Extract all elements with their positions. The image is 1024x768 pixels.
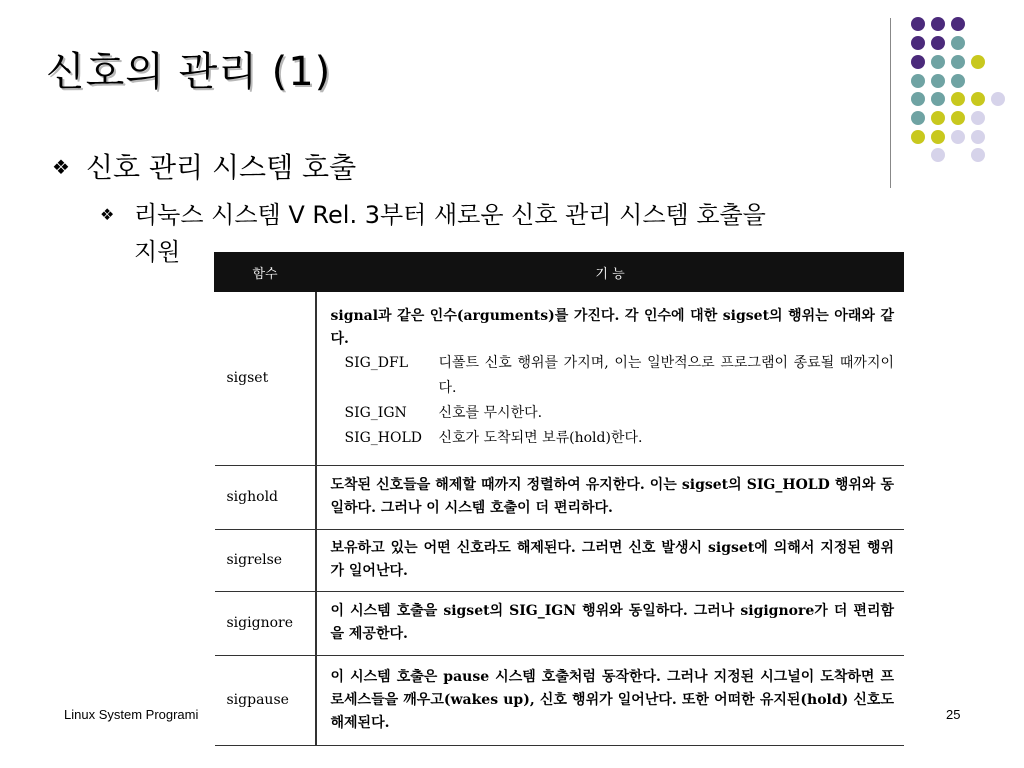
sigset-options — [345, 351, 895, 451]
table-header-row — [215, 252, 905, 292]
signal-function-table — [214, 252, 904, 756]
decorative-dot — [971, 55, 985, 69]
diamond-bullet-icon: ❖ — [100, 205, 115, 224]
slide-title: 신호의 관리 (1) — [46, 49, 332, 95]
function-name: sigrelse — [215, 529, 316, 591]
table-row — [215, 591, 905, 655]
decorative-dot — [951, 74, 965, 88]
table-header-feature: 기 능 — [316, 252, 905, 292]
option-value: 디폴트 신호 행위를 가지며, 이는 일반적으로 프로그램이 종료될 때까지이다. — [438, 355, 894, 397]
footer-course-title: Linux System Programi — [64, 707, 199, 722]
decorative-dot — [931, 148, 945, 162]
decorative-dot — [911, 111, 925, 125]
decorative-dot — [951, 111, 965, 125]
table-row — [215, 529, 905, 591]
decorative-dot — [931, 36, 945, 50]
function-description — [316, 292, 905, 465]
decorative-dot — [971, 148, 985, 162]
option-value: 신호를 무시한다. — [438, 405, 543, 422]
decorative-dot — [931, 92, 945, 106]
decorative-dot — [971, 111, 985, 125]
decorative-dot — [931, 130, 945, 144]
table-header-function: 함수 — [215, 252, 316, 292]
bullet-level1 — [52, 146, 356, 186]
decorative-dot — [931, 111, 945, 125]
function-name: sigpause — [215, 655, 316, 745]
option-value: 신호가 도착되면 보류(hold)한다. — [438, 430, 643, 447]
function-name: sighold — [215, 465, 316, 529]
description-text: signal과 같은 인수(arguments)를 가진다. 각 인수에 대한 sigset의 행위는 아래와 같다. — [330, 308, 894, 348]
decorative-dot — [931, 55, 945, 69]
diamond-bullet-icon: ❖ — [52, 155, 70, 179]
decorative-dot — [971, 130, 985, 144]
bullet-level1-text: 신호 관리 시스템 호출 — [86, 151, 357, 184]
option-key: SIG_DFL — [344, 355, 409, 372]
decorative-dot — [911, 74, 925, 88]
decorative-dot — [951, 92, 965, 106]
decorative-dot — [951, 36, 965, 50]
function-description: 보유하고 있는 어떤 신호라도 해제된다. 그러면 신호 발생시 sigset에 의해서 지정된 행위가 일어난다. — [316, 529, 905, 591]
table-row — [215, 292, 905, 465]
function-description: 도착된 신호들을 해제할 때까지 정렬하여 유지한다. 이는 sigset의 SIG_HOLD 행위와 동일하다. 그러나 이 시스템 호출이 더 편리하다. — [316, 465, 905, 529]
function-name: sigignore — [215, 591, 316, 655]
decorative-dot — [911, 55, 925, 69]
decorative-dot — [911, 92, 925, 106]
decorative-dot — [911, 130, 925, 144]
decorative-dot — [951, 17, 965, 31]
option-key: SIG_HOLD — [344, 430, 423, 447]
decorative-dot — [911, 17, 925, 31]
function-name: sigset — [215, 292, 316, 465]
decorative-dot — [991, 92, 1005, 106]
function-description: 이 시스템 호출은 pause 시스템 호출처럼 동작한다. 그러나 지정된 시그널이 도착하면 프로세스들을 깨우고(wakes up), 신호 행위가 일어난다. 또한 어떠한 유지된(hold) 신호도 해제된다. — [316, 655, 905, 745]
table-row — [215, 465, 905, 529]
decorative-dot — [951, 130, 965, 144]
decorative-dot — [931, 74, 945, 88]
bullet-level2-text-line2: 지원 — [134, 238, 181, 266]
decorative-dot — [931, 17, 945, 31]
decorative-dot — [911, 36, 925, 50]
table-row — [215, 655, 905, 745]
page-number: 25 — [946, 707, 961, 722]
decorative-dot — [951, 55, 965, 69]
function-description: 이 시스템 호출을 sigset의 SIG_IGN 행위와 동일하다. 그러나 sigignore가 더 편리함을 제공한다. — [316, 591, 905, 655]
decorative-dot — [971, 92, 985, 106]
bullet-level2-text-line1: 리눅스 시스템 V Rel. 3부터 새로운 신호 관리 시스템 호출을 — [134, 201, 766, 229]
option-key: SIG_IGN — [344, 405, 407, 422]
